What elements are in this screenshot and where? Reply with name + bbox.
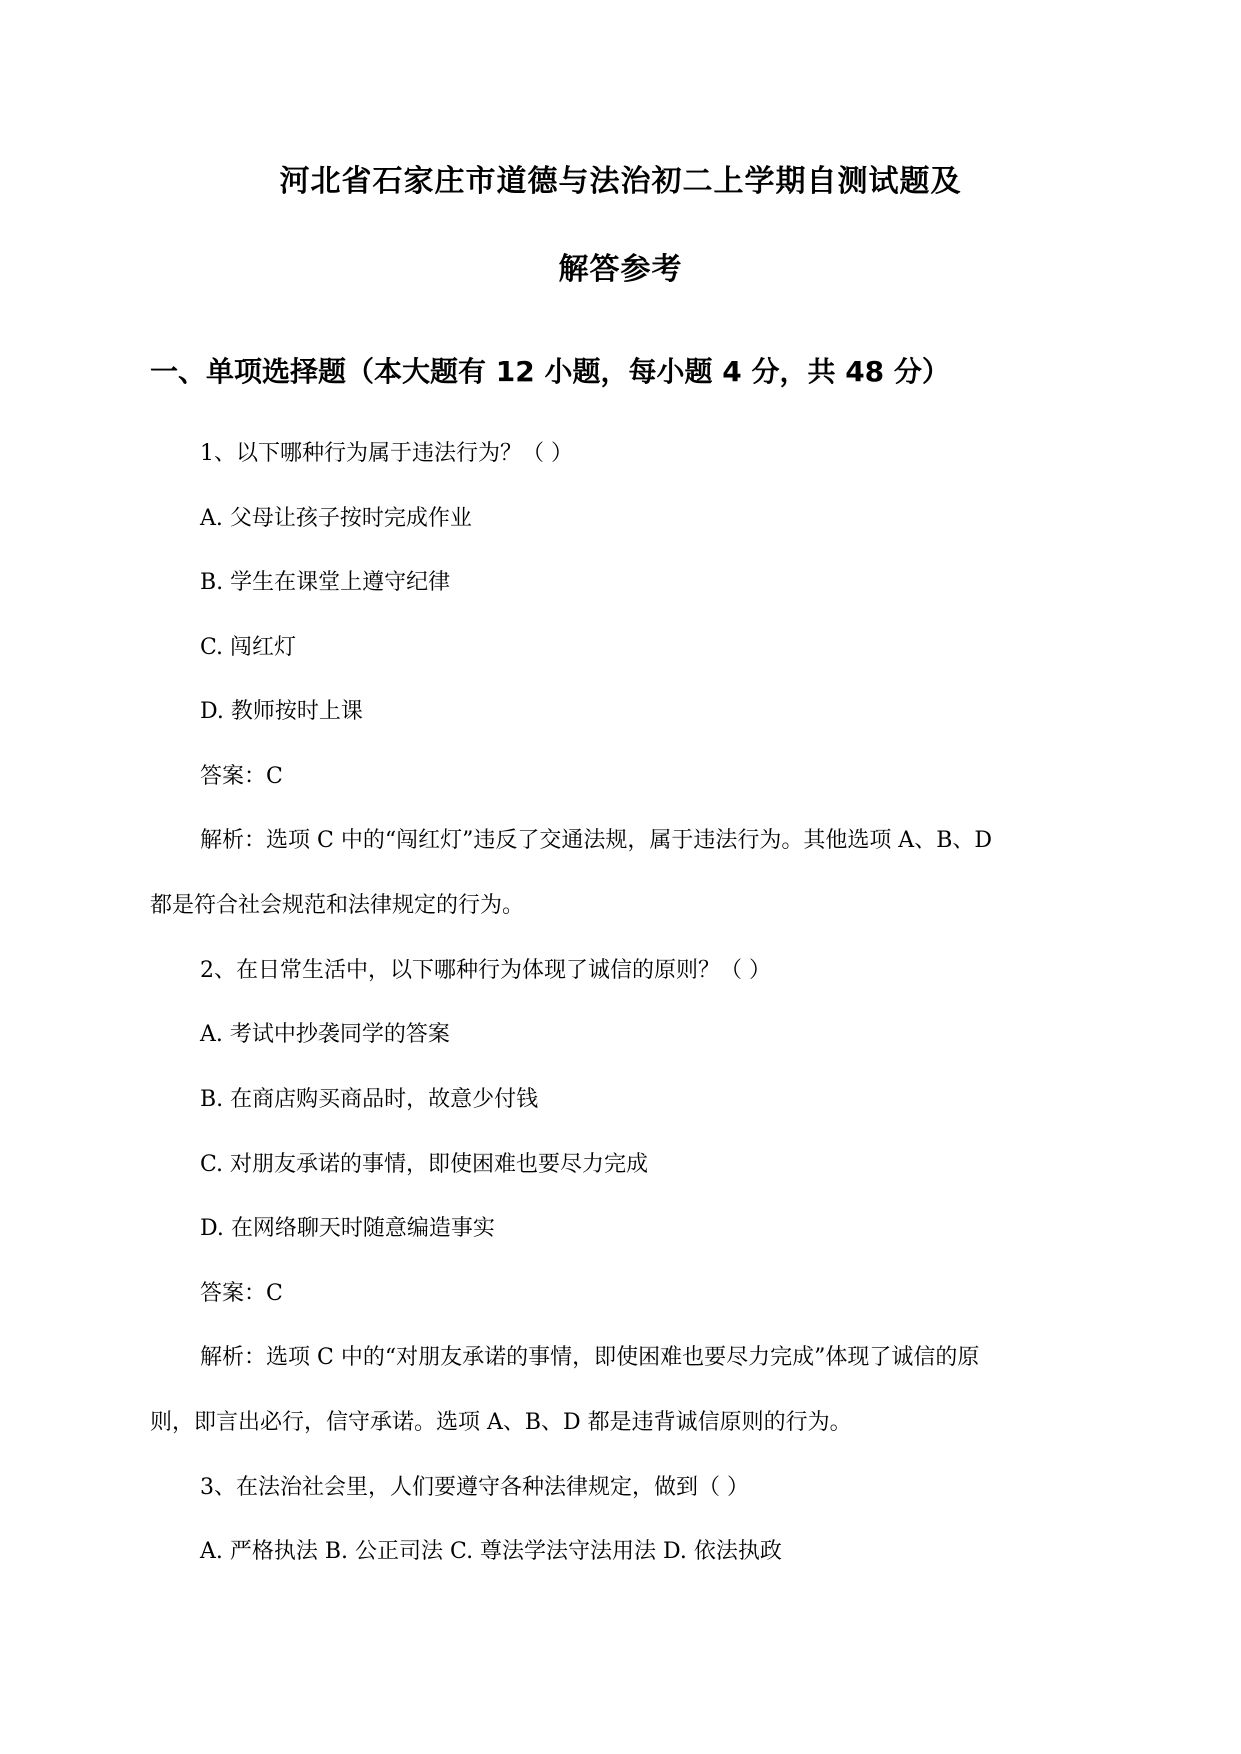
question-1-analysis-line2: 都是符合社会规范和法律规定的行为。: [150, 893, 525, 918]
question-1-option-b: B. 学生在课堂上遵守纪律: [200, 570, 451, 595]
question-1-answer: 答案：C: [200, 764, 283, 789]
question-2-option-d: D. 在网络聊天时随意编造事实: [200, 1216, 495, 1241]
question-2-option-b: B. 在商店购买商品时，故意少付钱: [200, 1087, 539, 1112]
question-2-analysis-line1: 解析：选项 C 中的“对朋友承诺的事情，即使困难也要尽力完成”体现了诚信的原: [200, 1345, 980, 1370]
question-2-analysis-line2: 则，即言出必行，信守承诺。选项 A、B、D 都是违背诚信原则的行为。: [150, 1410, 852, 1435]
question-3-options: A. 严格执法 B. 公正司法 C. 尊法学法守法用法 D. 依法执政: [200, 1539, 782, 1564]
question-2-option-c: C. 对朋友承诺的事情，即使困难也要尽力完成: [200, 1152, 649, 1177]
question-1-stem: 1、以下哪种行为属于违法行为？（ ）: [200, 441, 573, 466]
question-2-answer: 答案：C: [200, 1281, 283, 1306]
question-3-stem: 3、在法治社会里，人们要遵守各种法律规定，做到（ ）: [200, 1475, 749, 1500]
question-2-stem: 2、在日常生活中，以下哪种行为体现了诚信的原则？（ ）: [200, 958, 771, 983]
section-heading: 一、单项选择题（本大题有 12 小题，每小题 4 分，共 48 分）: [150, 355, 950, 388]
question-1-option-a: A. 父母让孩子按时完成作业: [200, 506, 472, 531]
question-1-analysis-line1: 解析：选项 C 中的“闯红灯”违反了交通法规，属于违法行为。其他选项 A、B、D: [200, 828, 993, 853]
question-2-option-a: A. 考试中抄袭同学的答案: [200, 1022, 450, 1047]
question-1-option-d: D. 教师按时上课: [200, 699, 363, 724]
document-title-line1: 河北省石家庄市道德与法治初二上学期自测试题及: [279, 164, 962, 199]
document-title-line2: 解答参考: [558, 252, 683, 287]
question-1-option-c: C. 闯红灯: [200, 635, 297, 660]
